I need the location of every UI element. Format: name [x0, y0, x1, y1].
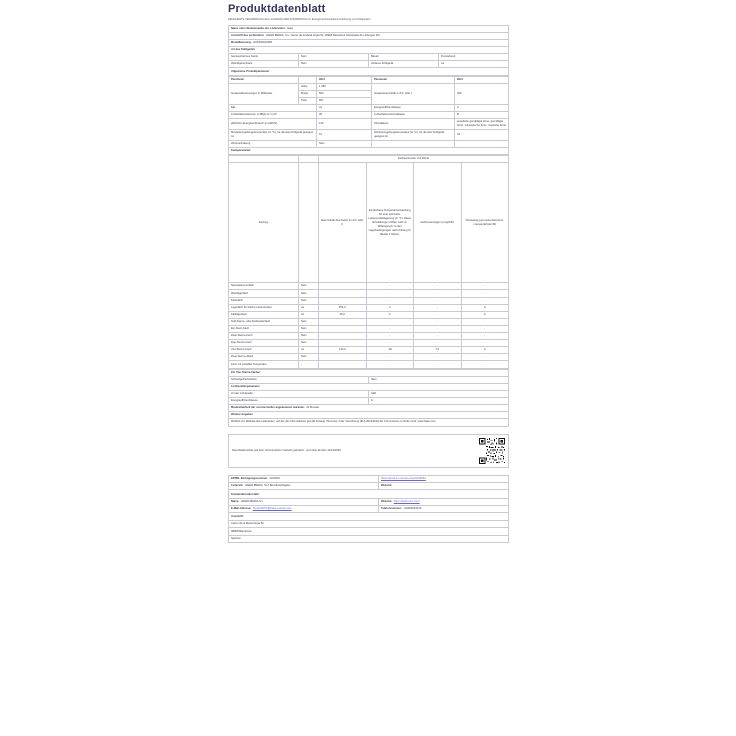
row-label-2: Bauart [369, 54, 439, 61]
table-row [229, 404, 509, 411]
dimensions-label: Gesamtabmessungen in Millimeter [229, 83, 299, 104]
compartment-present: Nein [299, 283, 319, 290]
compartment-defrost: - [461, 325, 509, 332]
eprel-link[interactable]: https://eprel.ec.europa.eu/qr/2249264 [381, 477, 426, 481]
eei-value: 41 [317, 104, 372, 111]
compartment-volume [319, 290, 367, 297]
compartments-section: Fachparameter: [229, 148, 509, 155]
col-value-2: Wert [455, 76, 509, 83]
compartment-type: Speisekammerfach [229, 283, 299, 290]
supplier-address-label: Anschrift des Lieferanten: [231, 34, 265, 38]
table-row [229, 290, 509, 297]
table-row [229, 361, 509, 368]
warranty-label: Mindestlaufzeit der vom Hersteller angebotenen Garantie: [231, 406, 305, 410]
light-type-value: LED [369, 390, 509, 397]
service-section: Kundendienstkontakt: [229, 490, 509, 499]
compartment-temp: - [366, 297, 414, 304]
width-value: 590 [317, 90, 372, 97]
table-row [229, 528, 509, 535]
service-website-link[interactable]: https://haier-eire.com/ [393, 500, 420, 504]
table-row [229, 499, 509, 506]
eprel-supplier-value: HAIER IBERIA, S.L( Bevollmächtigter) [244, 484, 291, 488]
compartment-defrost: - [461, 340, 509, 347]
max-temp-label: Höchstumgebungstemperatur (in °C), für die das Kühlgerät geeignet ist [372, 130, 455, 141]
table-row [229, 506, 509, 513]
compartment-defrost: - [461, 318, 509, 325]
service-phone-label: Telefonnummer: [381, 507, 402, 511]
market-placement-text: Das Modell wurde auf dem Unionsmarkt in Verkehr gebracht , und zwar ab dem 11/01/2025 [232, 448, 341, 452]
depth-value: 657 [317, 97, 372, 104]
table-row [229, 521, 509, 528]
light-type-label: Art der Lichtquelle [229, 390, 369, 397]
service-name-label: Name: [231, 500, 240, 504]
noise-value: 35 [317, 112, 372, 119]
compartment-defrost: - [461, 333, 509, 340]
energy-class-value: A [455, 104, 509, 111]
consumption-label: jährlicher Energieverbrauch (in kWh/a) [229, 119, 317, 130]
table-row [229, 54, 509, 61]
compartment-type: Kaltlagerfach [229, 311, 299, 318]
table-row [229, 419, 509, 427]
min-temp-value: 10 [317, 130, 372, 141]
compartment-volume [319, 354, 367, 361]
eprel-website-label: Website: [381, 484, 393, 488]
compartment-temp: - [366, 354, 414, 361]
supplier-address-value: HAIER IBERIA, S.L; Carrer de la Metal·lúrgia 52, 08908 Barcelona l'Hospitalet de Llobregat, ES [265, 34, 380, 38]
compartment-type: Vier-Sterne-Fach [229, 347, 299, 354]
compartment-volume: 254,0 [319, 304, 367, 311]
compartment-present: Nein [299, 354, 319, 361]
compartment-type: Zwei-Sterne-Fach [229, 333, 299, 340]
compartment-type: Null-Sterne- oder Eisbereiterfach [229, 318, 299, 325]
light-class-value: G [369, 397, 509, 404]
table-row [229, 163, 509, 283]
table-row [229, 390, 509, 397]
compartment-type: Weinlagerfach [229, 290, 299, 297]
light-section: Lichtquellenparameter [229, 383, 509, 390]
compartment-freezing: - [414, 354, 462, 361]
supplier-name-label: Name oder Handelsmarke des Lieferanten: [231, 26, 286, 30]
winter-value: Nein [317, 141, 372, 148]
compartment-temp: 2 [366, 311, 414, 318]
compartment-volume [319, 297, 367, 304]
general-parameters-table [228, 76, 509, 156]
supplier-table [228, 25, 509, 76]
compartment-present: Nein [299, 333, 319, 340]
table-row [229, 141, 509, 148]
table-row [229, 340, 509, 347]
table-row [229, 483, 509, 490]
table-row [229, 369, 509, 376]
compartment-type: Ein-Stern-Fach [229, 325, 299, 332]
service-address-line-1: Carrer de la Metal·lúrgia 52 [229, 521, 509, 528]
table-row [229, 475, 509, 482]
service-email-link[interactable]: ProductDSC@haier-europe.com [252, 507, 292, 511]
compartment-present: Nein [299, 325, 319, 332]
compartment-volume [319, 361, 367, 368]
compartments-table [228, 155, 509, 368]
table-row [229, 347, 509, 354]
table-row [229, 304, 509, 311]
table-row [229, 25, 509, 32]
compartment-temp: - [366, 290, 414, 297]
compartment-freezing: - [414, 297, 462, 304]
eprel-supplier-label: Lieferant: [231, 484, 244, 488]
table-row [229, 318, 509, 325]
table-row [229, 333, 509, 340]
col-compartment-volume: Rauminhalt des Fachs (in dm³ oder l) [319, 163, 367, 283]
table-row [229, 47, 509, 54]
compartment-temp: - [366, 361, 414, 368]
compartment-present: Ja [299, 304, 319, 311]
compartment-volume [319, 340, 367, 347]
compartment-freezing: - [414, 333, 462, 340]
compartment-temp: - [366, 318, 414, 325]
regulation-subtitle: DELEGIERTE VERORDNUNG (EU) 2019/2016 DER KOMMISSION zur Energieverbrauchskennzeichnung von Kühlgeräten [228, 18, 371, 21]
compartment-freezing: - [414, 325, 462, 332]
table-row [229, 376, 509, 383]
warranty-value: 24 Monate [306, 406, 319, 410]
col-compartment-defrost: Defrosting type (auto-defrost=A, manual defrost=M) [461, 163, 509, 283]
compartment-header-span: Fachparameter und Werte [319, 156, 509, 163]
four-star-section: Für Vier-Sterne-Fächer [229, 369, 509, 376]
table-row [229, 156, 509, 163]
table-row [229, 297, 509, 304]
table-row [229, 61, 509, 68]
compartment-volume [319, 283, 367, 290]
compartment-freezing: - [414, 304, 462, 311]
four-star-table [228, 369, 509, 427]
compartment-type: Drei-Sterne-Fach [229, 340, 299, 347]
service-address-label: Anschrift: [229, 513, 509, 521]
compartment-present: - [299, 361, 319, 368]
compartment-type: Kellerfach [229, 297, 299, 304]
general-parameters-section: Allgemeine Produktparameter [229, 68, 509, 75]
table-row [229, 32, 509, 39]
fast-freeze-label: Schnellgefrierfunktion [229, 376, 369, 383]
compartment-freezing: - [414, 340, 462, 347]
compartment-temp: -18 [366, 347, 414, 354]
winter-label: Winterschaltung [229, 141, 317, 148]
compartment-type: Fach mit variabler Temperatur [229, 361, 299, 368]
market-placement-box [228, 434, 509, 468]
compartment-temp: - [366, 333, 414, 340]
compartment-present: Nein [299, 297, 319, 304]
eprel-contact-table [228, 475, 509, 543]
col-compartment-temp: Empfohlene Temperatureinstellung für eine optimierte Lebensmittellagerung (in °C). Diese Einstellungen dürfen nicht im Widerspruch zu den Lagerbedingungen nach Anhang IV Tabelle 3 stehen. [366, 163, 414, 283]
col-parameter: Parameter [229, 76, 299, 83]
table-row [229, 383, 509, 390]
volume-label: Gesamtrauminhalt in dm³ oder l [372, 83, 455, 104]
compartment-freezing: - [414, 311, 462, 318]
compartment-defrost: A [461, 311, 509, 318]
compartment-defrost: - [461, 297, 509, 304]
fast-freeze-value: Nein [369, 376, 509, 383]
climate-value: erweiterte gemäßigte Zone, gemäßigte Zone, subtropische Zone, tropische Zone [455, 119, 509, 130]
compartment-volume: 25,0 [319, 311, 367, 318]
compartment-present: Nein [299, 318, 319, 325]
further-text: Weblink zur Website des Lieferanten, auf der die Informationen gemäß Anhang I Nummer 4 der Verordnung (EU) 2019/2019 der Kommission zu finden sind: www.haier.com [229, 419, 509, 427]
table-row [229, 354, 509, 361]
height-value: 1 350 [317, 83, 372, 90]
row-value: Nein [299, 61, 369, 68]
row-value: Nein [299, 54, 369, 61]
table-row [229, 283, 509, 290]
row-label: Weinlagerschrank [229, 61, 299, 68]
compartment-present: Ja [299, 347, 319, 354]
compartment-freezing: - [414, 361, 462, 368]
depth-label: Tiefe [299, 97, 317, 104]
width-label: Breite [299, 90, 317, 97]
compartment-volume [319, 325, 367, 332]
table-row [229, 397, 509, 404]
compartment-temp: - [366, 340, 414, 347]
compartment-freezing: - [414, 318, 462, 325]
compartment-defrost: - [461, 354, 509, 361]
compartment-temp: - [366, 325, 414, 332]
service-address-line-3: Spanien [229, 535, 509, 542]
table-row [229, 68, 509, 75]
row-label: Geräuscharmes Gerät [229, 54, 299, 61]
row-value-2: Ja [439, 61, 509, 68]
table-row [229, 412, 509, 419]
energy-class-label: Energieeffizienzklasse [372, 104, 455, 111]
table-row [229, 325, 509, 332]
eei-label: EEI [229, 104, 317, 111]
table-row [229, 311, 509, 318]
eprel-number-value: 2249264 [269, 477, 280, 481]
compartment-defrost: A [461, 304, 509, 311]
volume-value: 409 [455, 83, 509, 104]
compartment-freezing: 7,0 [414, 347, 462, 354]
compartment-defrost: A [461, 347, 509, 354]
compartment-freezing: - [414, 290, 462, 297]
compartment-defrost: - [461, 290, 509, 297]
model-value: HOFF630ANFR [253, 41, 273, 45]
table-row [229, 130, 509, 141]
qr-code-icon [479, 438, 505, 464]
compartment-defrost: - [461, 361, 509, 368]
table-row [229, 112, 509, 119]
compartment-temp: 4 [366, 304, 414, 311]
table-row [229, 148, 509, 155]
noise-label: Luftschallemissionen in dB(A) re 1 pW [229, 112, 317, 119]
table-row [229, 490, 509, 499]
table-row [229, 83, 509, 90]
service-name-value: HAIER IBERIA S.L [240, 500, 264, 504]
row-value-2: Freistehend [439, 54, 509, 61]
height-label: Höhe [299, 83, 317, 90]
compartment-volume [319, 318, 367, 325]
climate-label: Klimaklasse [372, 119, 455, 130]
compartment-defrost: - [461, 283, 509, 290]
compartment-present: Nein [299, 340, 319, 347]
compartment-present: Nein [299, 290, 319, 297]
compartment-type: Lagerfach für frische Lebensmittel [229, 304, 299, 311]
table-row [229, 104, 509, 111]
col-compartment-freezing: Gefriervermögen (in kg/24h) [414, 163, 462, 283]
col-compartment-type: Fachtyp [229, 163, 299, 283]
col-value: Wert [317, 76, 372, 83]
service-email-label: E-Mail-Adresse: [231, 507, 252, 511]
supplier-name-value: Haier [287, 26, 294, 30]
table-row [229, 76, 509, 83]
compartment-freezing: - [414, 283, 462, 290]
consumption-value: 132 [317, 119, 372, 130]
compartment-volume [319, 333, 367, 340]
compartment-present: Ja [299, 311, 319, 318]
noise-class-value: B [455, 112, 509, 119]
product-datasheet-page [222, 0, 514, 736]
min-temp-label: Mindestumgebungstemperatur (in °C), für die das Kühlgerät geeignet ist [229, 130, 317, 141]
light-class-label: Energieeffizienzklasse [229, 397, 369, 404]
compartment-type: Zwei-Sterne-Abteil [229, 354, 299, 361]
eprel-number-label: EPREL-Eintragungsnummer: [231, 477, 269, 481]
noise-class-label: Luftschallemissionsklasse [372, 112, 455, 119]
col-parameter-2: Parameter [372, 76, 455, 83]
table-row [229, 535, 509, 542]
model-label: Modellkennung: [231, 41, 252, 45]
further-section: Weitere Angaben [229, 412, 509, 419]
compartment-volume: 130,0 [319, 347, 367, 354]
service-phone-value: +34902013130 [403, 507, 422, 511]
service-address-line-2: 08908 Barcelona [229, 528, 509, 535]
row-label-2: Anderes Kühlgerät [369, 61, 439, 68]
max-temp-value: 43 [455, 130, 509, 141]
appliance-type-section: Art des Kühlgeräts [229, 47, 509, 54]
compartment-temp: - [366, 283, 414, 290]
table-row [229, 119, 509, 130]
page-title: Produktdatenblatt [228, 3, 326, 15]
table-row [229, 513, 509, 521]
service-website-label: Website: [381, 500, 393, 504]
table-row [229, 40, 509, 47]
